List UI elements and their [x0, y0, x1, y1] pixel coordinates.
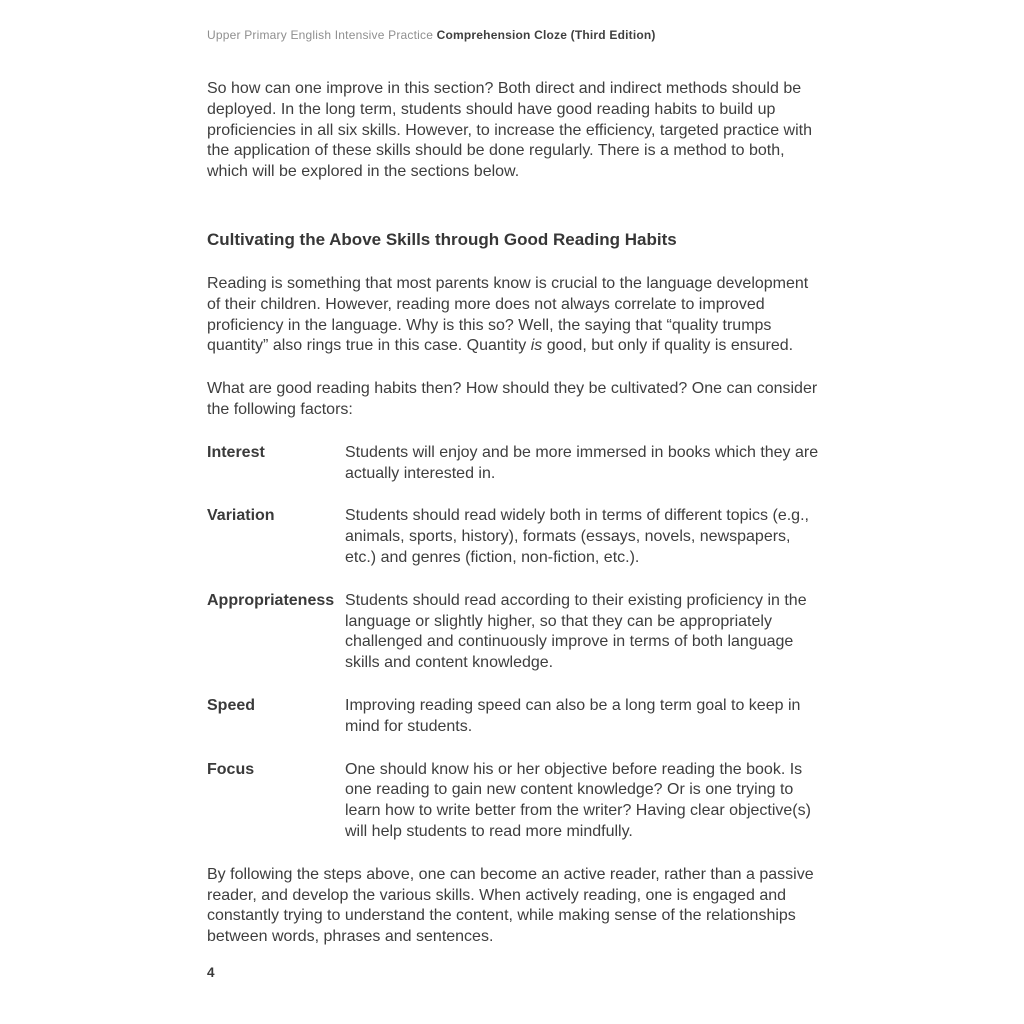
factor-row-appropriateness [207, 591, 819, 674]
factor-term: Interest [207, 443, 265, 461]
factor-row-focus [207, 760, 819, 843]
reading-paragraph-italic-word: is [530, 337, 543, 355]
reading-paragraph-text-end: good, but only if quality is ensured. [546, 337, 794, 355]
reading-paragraph [207, 274, 819, 357]
factor-term: Speed [207, 696, 256, 714]
factor-row-speed [207, 696, 819, 738]
factor-row-interest [207, 443, 819, 485]
factor-definition: Students should read widely both in terms of different topics (e.g., animals, sports, history), formats (essays, novels, newspapers, etc.) and genres (fiction, non-fiction, etc.). [345, 507, 809, 566]
section-heading: Cultivating the Above Skills through Good Reading Habits [207, 229, 677, 249]
running-header-book-title: Comprehension Cloze (Third Edition) [436, 28, 656, 42]
factors-lead-paragraph: What are good reading habits then? How should they be cultivated? One can consider the following factors: [207, 380, 818, 418]
page-number: 4 [207, 964, 215, 980]
factor-definition: Students should read according to their existing proficiency in the language or slightly higher, so that they can be appropriately challenged and continuously improve in terms of both language skills and content knowledge. [345, 591, 807, 672]
factor-term: Focus [207, 760, 255, 778]
closing-paragraph: By following the steps above, one can become an active reader, rather than a passive reader, and develop the various skills. When actively reading, one is engaged and constantly trying to understand the content, while making sense of the relationships between words, phrases and sentences. [207, 865, 814, 946]
factor-term: Appropriateness [207, 591, 335, 609]
factor-definition: One should know his or her objective before reading the book. Is one reading to gain new content knowledge? Or is one trying to learn how to write better from the writer? Having clear objective(s) will help students to read more mindfully. [345, 760, 811, 840]
page-content [207, 0, 819, 980]
reading-paragraph-text: Reading is something that most parents know is crucial to the language development of their children. However, reading more does not always correlate to improved proficiency in the language. Why is this so? Well, the saying that “quality trumps quantity” also rings true in this case. Quantity [207, 274, 809, 355]
factor-definition: Improving reading speed can also be a long term goal to keep in mind for students. [345, 696, 801, 735]
intro-paragraph: So how can one improve in this section? Both direct and indirect methods should be deployed. In the long term, students should have good reading habits to build up proficiencies in all six skills. However, to increase the efficiency, targeted practice with the application of these skills should be done regularly. There is a method to both, which will be explored in the sections below. [207, 80, 813, 181]
factor-row-variation [207, 506, 819, 568]
factor-term: Variation [207, 507, 275, 525]
running-header-series-title: Upper Primary English Intensive Practice [207, 28, 437, 42]
factor-definition: Students will enjoy and be more immersed in books which they are actually interested in. [345, 443, 819, 482]
running-header [207, 27, 819, 43]
